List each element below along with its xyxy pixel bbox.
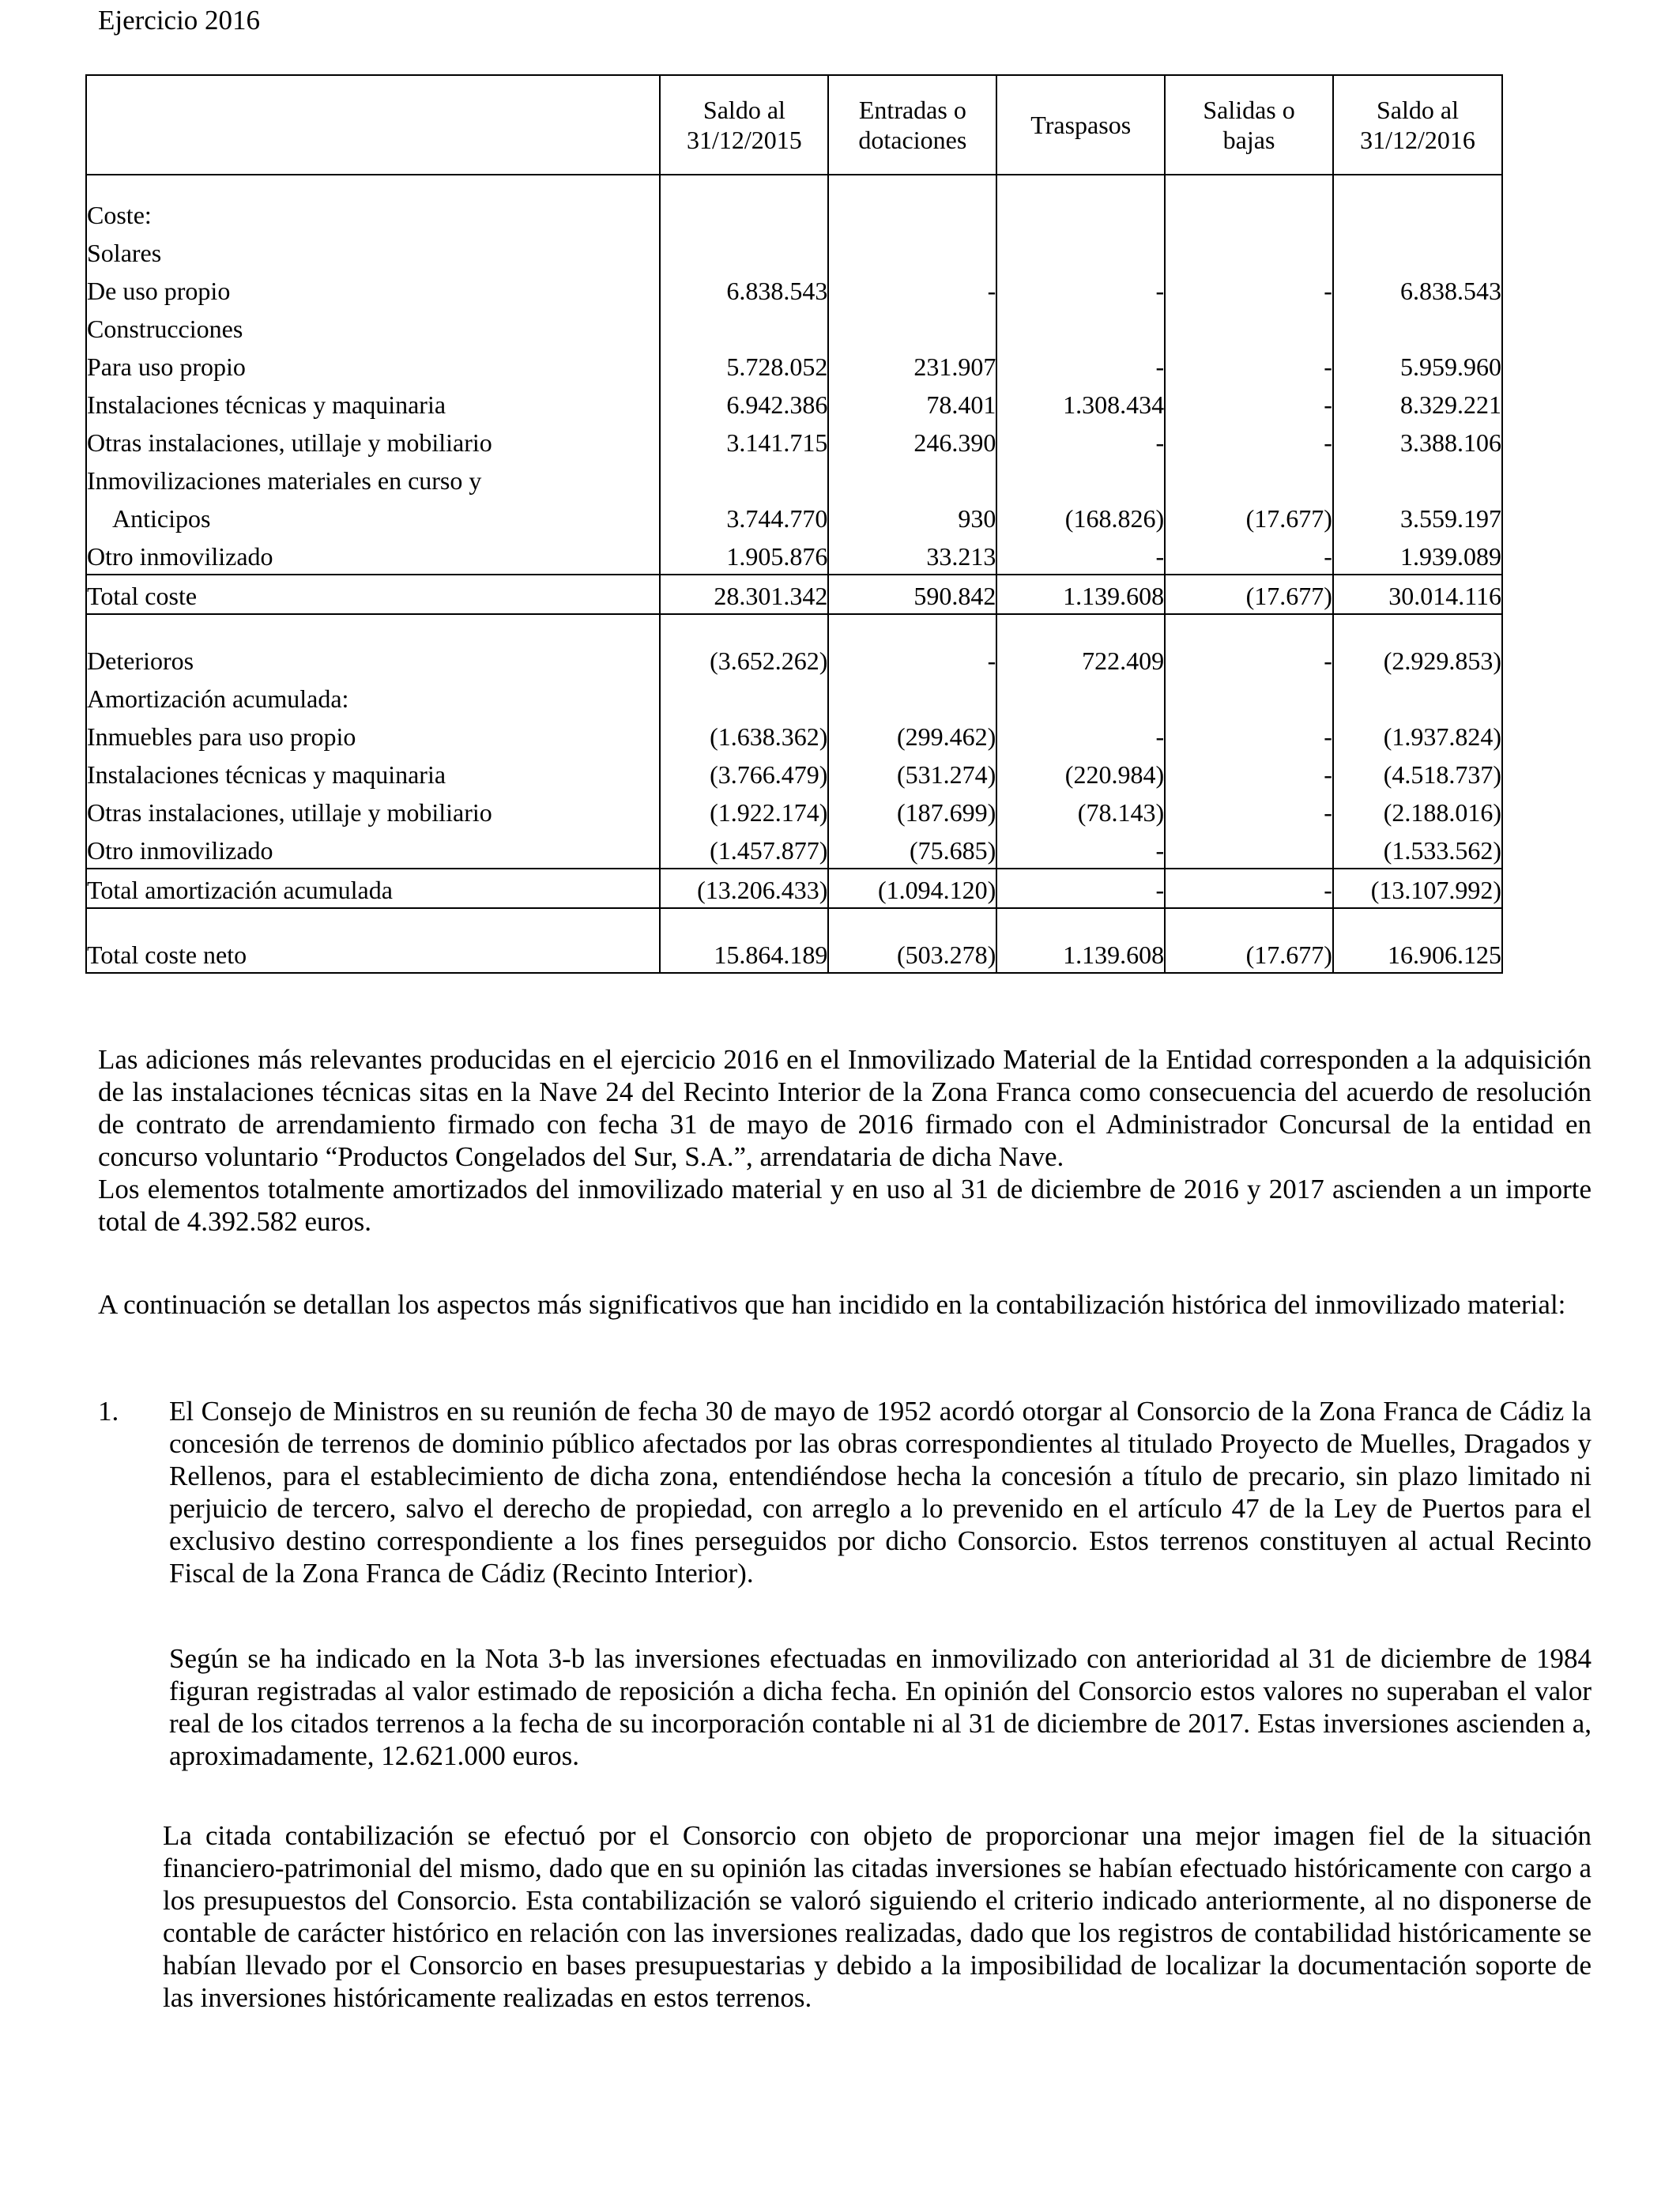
header-saldo-2015: Saldo al 31/12/2015 bbox=[660, 75, 828, 175]
cell-value: (187.699) bbox=[828, 792, 996, 830]
cell-value: - bbox=[1165, 640, 1333, 678]
cell-value: - bbox=[1165, 384, 1333, 422]
row-label: Total coste neto bbox=[86, 934, 660, 973]
row-label: Otro inmovilizado bbox=[86, 830, 660, 869]
row-label: Otro inmovilizado bbox=[86, 536, 660, 575]
cell-value: (299.462) bbox=[828, 716, 996, 754]
cell-value: - bbox=[996, 422, 1165, 460]
header-traspasos: Traspasos bbox=[996, 75, 1165, 175]
cell-value: 33.213 bbox=[828, 536, 996, 575]
cell-value: 3.559.197 bbox=[1333, 498, 1502, 536]
cell-value: 1.308.434 bbox=[996, 384, 1165, 422]
row-label: Deterioros bbox=[86, 640, 660, 678]
cell-value: - bbox=[1165, 422, 1333, 460]
row-label: Coste: bbox=[86, 194, 660, 232]
cell-value: - bbox=[996, 869, 1165, 908]
cell-value: (3.766.479) bbox=[660, 754, 828, 792]
cell-value: (13.206.433) bbox=[660, 869, 828, 908]
row-label: Instalaciones técnicas y maquinaria bbox=[86, 754, 660, 792]
cell-value: (13.107.992) bbox=[1333, 869, 1502, 908]
row-label: Construcciones bbox=[86, 308, 660, 346]
cell-value: (17.677) bbox=[1165, 934, 1333, 973]
cell-value: (4.518.737) bbox=[1333, 754, 1502, 792]
paragraph-additions bbox=[98, 1043, 1591, 1238]
cell-value: 6.942.386 bbox=[660, 384, 828, 422]
cell-value: 1.139.608 bbox=[996, 934, 1165, 973]
cell-value: 5.959.960 bbox=[1333, 346, 1502, 384]
paragraph-contabilizacion: La citada contabilización se efectuó por el Consorcio con objeto de proporcionar una mejor imagen fiel de la situación financiero-patrimonial del mismo, dado que en su opinión las citadas inversiones se habían efectuado históricamente con cargo a los presupuestos del Consorcio. Esta contabilización se valoró siguiendo el criterio indicado anteriormente, al no disponerse de contable de carácter histórico en relación con las inversiones realizadas, dado que los registros de contabilidad históricamente se habían llevado por el Consorcio en bases presupuestarias y debido a la imposibilidad de localizar la documentación soporte de las inversiones históricamente realizadas en estos terrenos. bbox=[163, 1820, 1591, 2013]
row-label: Total coste bbox=[86, 575, 660, 614]
spacer-row bbox=[86, 614, 1502, 640]
cell-value: - bbox=[996, 716, 1165, 754]
cell-value: 3.388.106 bbox=[1333, 422, 1502, 460]
row-label: Amortización acumulada: bbox=[86, 678, 660, 716]
table-row bbox=[86, 754, 1502, 792]
row-label: Anticipos bbox=[86, 498, 660, 536]
cell-value: - bbox=[996, 830, 1165, 869]
cell-value: - bbox=[1165, 346, 1333, 384]
cell-value: (2.929.853) bbox=[1333, 640, 1502, 678]
cell-value bbox=[1165, 830, 1333, 869]
cell-value: 6.838.543 bbox=[1333, 270, 1502, 308]
row-label: Total amortización acumulada bbox=[86, 869, 660, 908]
fixed-assets-table bbox=[85, 74, 1503, 974]
header-salidas: Salidas o bajas bbox=[1165, 75, 1333, 175]
cell-value: (17.677) bbox=[1165, 498, 1333, 536]
cell-value: 722.409 bbox=[996, 640, 1165, 678]
cell-value: - bbox=[996, 270, 1165, 308]
header-entradas: Entradas o dotaciones bbox=[828, 75, 996, 175]
table-row bbox=[86, 460, 1502, 498]
cell-value: (1.533.562) bbox=[1333, 830, 1502, 869]
paragraph-text: Los elementos totalmente amortizados del inmovilizado material y en uso al 31 de diciembre de 2016 y 2017 ascienden a un importe total de 4.392.582 euros. bbox=[98, 1174, 1591, 1237]
paragraph-consejo: El Consejo de Ministros en su reunión de fecha 30 de mayo de 1952 acordó otorgar al Consorcio de la Zona Franca de Cádiz la concesión de terrenos de dominio público afectados por las obras correspondientes al titulado Proyecto de Muelles, Dragados y Rellenos, para el establecimiento de dicha zona, entendiéndose hecha la concesión a título de precario, sin plazo limitado ni perjuicio de tercero, salvo el derecho de propiedad, con arreglo a lo prevenido en el artículo 47 de la Ley de Puertos para el exclusivo destino correspondiente a los fines perseguidos por dicho Consorcio. Estos terrenos constituyen al actual Recinto Fiscal de la Zona Franca de Cádiz (Recinto Interior). bbox=[169, 1396, 1591, 1589]
table-row bbox=[86, 232, 1502, 270]
cell-value: (1.937.824) bbox=[1333, 716, 1502, 754]
cell-value: (1.457.877) bbox=[660, 830, 828, 869]
cell-value: (1.094.120) bbox=[828, 869, 996, 908]
row-label: Inmovilizaciones materiales en curso y bbox=[86, 460, 660, 498]
cell-value: 16.906.125 bbox=[1333, 934, 1502, 973]
cell-value: (2.188.016) bbox=[1333, 792, 1502, 830]
cell-value: (531.274) bbox=[828, 754, 996, 792]
cell-value: 28.301.342 bbox=[660, 575, 828, 614]
paragraph-intro: A continuación se detallan los aspectos más significativos que han incidido en la contabilización histórica del inmovilizado material: bbox=[98, 1289, 1566, 1320]
cell-value: 15.864.189 bbox=[660, 934, 828, 973]
cell-value: (1.922.174) bbox=[660, 792, 828, 830]
cell-value: 1.939.089 bbox=[1333, 536, 1502, 575]
cell-value: - bbox=[828, 640, 996, 678]
paragraph-text: Las adiciones más relevantes producidas en el ejercicio 2016 en el Inmovilizado Material de la Entidad corresponden a la adquisición de las instalaciones técnicas sitas en la Nave 24 del Recinto Interior de la Zona Franca como consecuencia del acuerdo de resolución de contrato de arrendamiento firmado con fecha 31 de mayo de 2016 firmado con el Administrador Concursal de la entidad en concurso voluntario “Productos Congelados del Sur, S.A.”, arrendataria de dicha Nave. bbox=[98, 1044, 1591, 1172]
section-heading: Ejercicio 2016 bbox=[98, 5, 261, 36]
cell-value: (75.685) bbox=[828, 830, 996, 869]
cell-value: 1.905.876 bbox=[660, 536, 828, 575]
cell-value: 3.141.715 bbox=[660, 422, 828, 460]
row-label: Inmuebles para uso propio bbox=[86, 716, 660, 754]
table-row-total bbox=[86, 869, 1502, 908]
row-label: Solares bbox=[86, 232, 660, 270]
table-header-row bbox=[86, 75, 1502, 175]
row-label: Instalaciones técnicas y maquinaria bbox=[86, 384, 660, 422]
table-row bbox=[86, 678, 1502, 716]
cell-value: (503.278) bbox=[828, 934, 996, 973]
table-row-total bbox=[86, 934, 1502, 973]
spacer-row bbox=[86, 908, 1502, 934]
list-item-number: 1. bbox=[98, 1396, 119, 1427]
table-row bbox=[86, 270, 1502, 308]
row-label: De uso propio bbox=[86, 270, 660, 308]
cell-value: - bbox=[1165, 536, 1333, 575]
header-blank bbox=[86, 75, 660, 175]
cell-value: - bbox=[1165, 792, 1333, 830]
table-row bbox=[86, 716, 1502, 754]
cell-value: 3.744.770 bbox=[660, 498, 828, 536]
cell-value: (1.638.362) bbox=[660, 716, 828, 754]
table-row bbox=[86, 830, 1502, 869]
cell-value: 590.842 bbox=[828, 575, 996, 614]
table-row bbox=[86, 422, 1502, 460]
cell-value: - bbox=[1165, 869, 1333, 908]
row-label: Otras instalaciones, utillaje y mobiliario bbox=[86, 422, 660, 460]
table-row bbox=[86, 384, 1502, 422]
cell-value: - bbox=[828, 270, 996, 308]
cell-value: 78.401 bbox=[828, 384, 996, 422]
cell-value: 30.014.116 bbox=[1333, 575, 1502, 614]
table-row bbox=[86, 536, 1502, 575]
cell-value: (168.826) bbox=[996, 498, 1165, 536]
row-label: Para uso propio bbox=[86, 346, 660, 384]
cell-value: - bbox=[996, 346, 1165, 384]
cell-value: - bbox=[996, 536, 1165, 575]
row-label: Otras instalaciones, utillaje y mobiliario bbox=[86, 792, 660, 830]
header-saldo-2016: Saldo al 31/12/2016 bbox=[1333, 75, 1502, 175]
cell-value: 930 bbox=[828, 498, 996, 536]
table-row bbox=[86, 308, 1502, 346]
cell-value: - bbox=[1165, 270, 1333, 308]
table-row bbox=[86, 792, 1502, 830]
cell-value: (78.143) bbox=[996, 792, 1165, 830]
cell-value: 1.139.608 bbox=[996, 575, 1165, 614]
cell-value: 6.838.543 bbox=[660, 270, 828, 308]
cell-value: (17.677) bbox=[1165, 575, 1333, 614]
cell-value: 5.728.052 bbox=[660, 346, 828, 384]
cell-value: - bbox=[1165, 754, 1333, 792]
cell-value: (3.652.262) bbox=[660, 640, 828, 678]
cell-value: - bbox=[1165, 716, 1333, 754]
cell-value: 8.329.221 bbox=[1333, 384, 1502, 422]
table-row bbox=[86, 498, 1502, 536]
table-row-total bbox=[86, 575, 1502, 614]
cell-value: 231.907 bbox=[828, 346, 996, 384]
table-row bbox=[86, 194, 1502, 232]
cell-value: 246.390 bbox=[828, 422, 996, 460]
spacer-row bbox=[86, 175, 1502, 194]
paragraph-nota: Según se ha indicado en la Nota 3-b las inversiones efectuadas en inmovilizado con anterioridad al 31 de diciembre de 1984 figuran registradas al valor estimado de reposición a dicha fecha. En opinión del Consorcio estos valores no superaban el valor real de los citados terrenos a la fecha de su incorporación contable ni al 31 de diciembre de 2017. Estas inversiones ascienden a, aproximadamente, 12.621.000 euros. bbox=[169, 1643, 1591, 1771]
table-row bbox=[86, 640, 1502, 678]
cell-value: (220.984) bbox=[996, 754, 1165, 792]
table-row bbox=[86, 346, 1502, 384]
